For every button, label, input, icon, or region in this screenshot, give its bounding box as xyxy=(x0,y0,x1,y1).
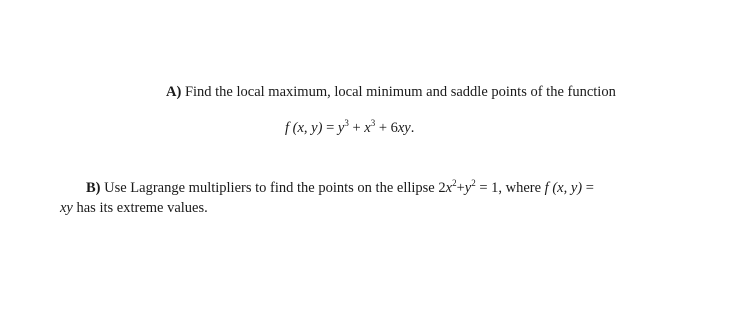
part-a-question xyxy=(166,83,616,101)
ellipse-plus: + xyxy=(456,180,465,196)
formula-equals: = xyxy=(322,120,338,136)
ellipse-x: x xyxy=(445,180,453,196)
formula-term-y: y xyxy=(337,120,345,136)
formula-exp-1: 3 xyxy=(344,118,349,128)
ellipse-equals-one: = 1, where xyxy=(475,180,545,196)
ellipse-exp-1: 2 xyxy=(452,178,457,188)
formula-plus-1: + xyxy=(348,120,365,136)
ellipse-y: y xyxy=(464,180,472,196)
ellipse-exp-2: 2 xyxy=(471,178,476,188)
formula-args: (x, y) xyxy=(289,120,323,136)
formula-period: . xyxy=(410,120,415,136)
part-b-question-line-1 xyxy=(86,179,594,197)
part-b-question-line-2 xyxy=(60,199,208,217)
part-b-args: (x, y) xyxy=(548,180,583,196)
part-a-label: A) xyxy=(166,84,182,100)
formula-exp-2: 3 xyxy=(370,118,376,128)
part-b-text: Use Lagrange multipliers to find the points on the ellipse 2 xyxy=(100,180,446,196)
formula-plus-2: + 6 xyxy=(375,120,398,136)
part-b-label: B) xyxy=(86,180,101,196)
formula-f: f xyxy=(285,120,290,136)
part-b-xy: xy xyxy=(60,200,73,216)
part-a-text: Find the local maximum, local minimum and saddle points of the function xyxy=(181,84,616,100)
formula-term-xy: xy xyxy=(397,120,411,136)
part-b-f: f xyxy=(544,180,549,196)
part-b-line-2-text: has its extreme values. xyxy=(72,200,208,216)
part-b-equals: = xyxy=(582,180,594,196)
formula-term-x: x xyxy=(364,120,371,136)
part-a-formula xyxy=(285,119,414,137)
